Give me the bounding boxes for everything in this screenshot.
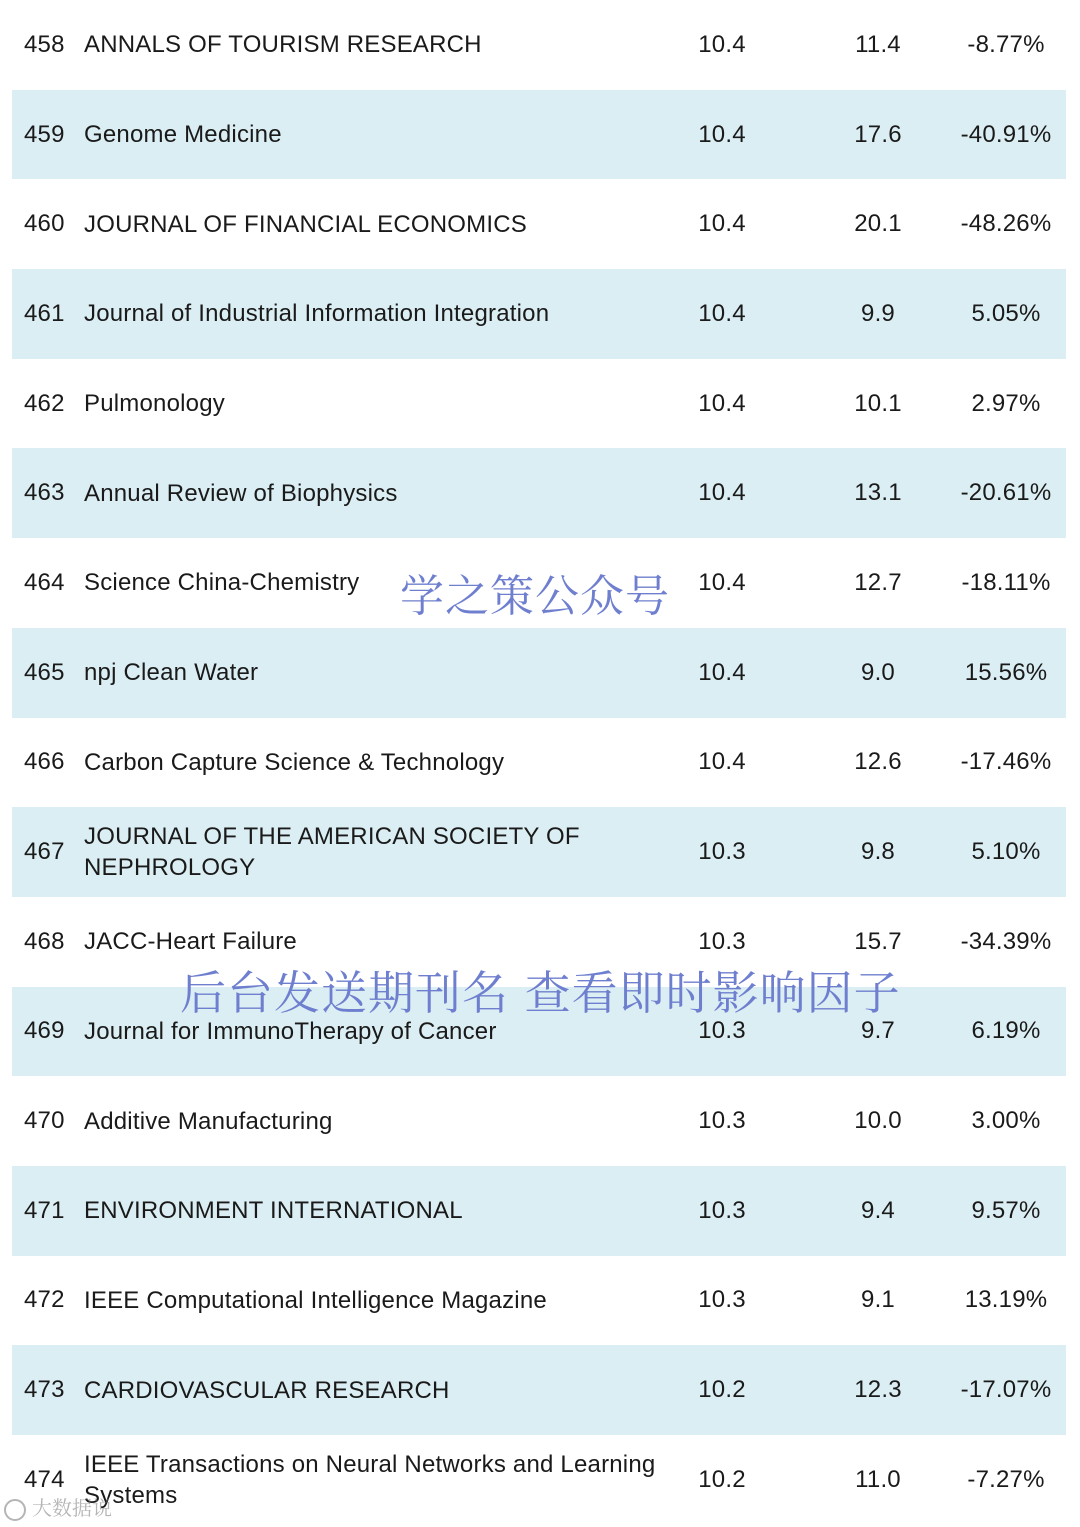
impact-factor-cell: 10.3 [698, 1196, 746, 1224]
journal-name-cell: Genome Medicine [84, 121, 282, 149]
corner-watermark [4, 1492, 112, 1521]
journal-name-cell: CARDIOVASCULAR RESEARCH [84, 1376, 450, 1404]
impact-factor-cell: 10.2 [698, 1465, 746, 1493]
rank-cell: 471 [24, 1196, 65, 1224]
previous-impact-factor-cell: 10.0 [854, 1107, 902, 1135]
rank-cell: 459 [24, 120, 65, 148]
impact-factor-cell: 10.3 [698, 927, 746, 955]
table-row [12, 269, 1066, 359]
previous-impact-factor-cell: 20.1 [854, 210, 902, 238]
journal-name-cell: Annual Review of Biophysics [84, 479, 398, 507]
journal-table [12, 0, 1066, 1525]
account-watermark: 学之策公众号 [400, 571, 670, 622]
table-row [12, 1076, 1066, 1166]
rank-cell: 466 [24, 748, 65, 776]
change-percent-cell: 2.97% [971, 389, 1041, 417]
change-percent-cell: 15.56% [964, 658, 1048, 686]
journal-name-cell: Science China-Chemistry [84, 569, 360, 597]
journal-name-cell: ANNALS OF TOURISM RESEARCH [84, 31, 482, 59]
rank-cell: 463 [24, 479, 65, 507]
table-row [12, 628, 1066, 718]
weibo-logo-icon [4, 1499, 26, 1521]
table-row [12, 359, 1066, 449]
change-percent-cell: -20.61% [960, 479, 1052, 507]
rank-cell: 474 [24, 1465, 65, 1493]
table-row [12, 90, 1066, 180]
impact-factor-cell: 10.4 [698, 389, 746, 417]
impact-factor-cell: 10.3 [698, 838, 746, 866]
impact-factor-cell: 10.4 [698, 568, 746, 596]
rank-cell: 467 [24, 838, 65, 866]
change-percent-cell: -17.46% [960, 748, 1052, 776]
table-row [12, 0, 1066, 90]
journal-name-cell: npj Clean Water [84, 659, 259, 687]
instruction-watermark: 后台发送期刊名 查看即时影响因子 [180, 966, 901, 1020]
table-row [12, 179, 1066, 269]
impact-factor-cell: 10.4 [698, 748, 746, 776]
journal-name-cell: JOURNAL OF FINANCIAL ECONOMICS [84, 210, 527, 238]
journal-name-cell: Carbon Capture Science & Technology [84, 748, 505, 776]
change-percent-cell: 5.10% [971, 838, 1041, 866]
impact-factor-cell: 10.2 [698, 1376, 746, 1404]
rank-cell: 469 [24, 1017, 65, 1045]
change-percent-cell: -18.11% [961, 568, 1051, 596]
impact-factor-cell: 10.4 [698, 479, 746, 507]
corner-watermark-text: 大数据说 [32, 1496, 112, 1520]
previous-impact-factor-cell: 9.9 [861, 299, 895, 327]
change-percent-cell: 9.57% [971, 1196, 1041, 1224]
rank-cell: 465 [24, 658, 65, 686]
rank-cell: 458 [24, 30, 65, 58]
previous-impact-factor-cell: 12.7 [854, 568, 902, 596]
impact-factor-cell: 10.4 [698, 658, 746, 686]
rank-cell: 468 [24, 927, 65, 955]
impact-factor-cell: 10.3 [698, 1017, 746, 1045]
journal-name-cell: IEEE Transactions on Neural Networks and Learning Systems [84, 1450, 656, 1509]
change-percent-cell: -7.27% [967, 1465, 1045, 1493]
rank-cell: 464 [24, 568, 65, 596]
previous-impact-factor-cell: 13.1 [854, 479, 902, 507]
impact-factor-cell: 10.3 [698, 1286, 746, 1314]
table-row [12, 1166, 1066, 1256]
rank-cell: 462 [24, 389, 65, 417]
previous-impact-factor-cell: 12.3 [854, 1376, 902, 1404]
previous-impact-factor-cell: 11.0 [855, 1465, 901, 1493]
rank-cell: 470 [24, 1107, 65, 1135]
table-row [12, 1256, 1066, 1346]
impact-factor-cell: 10.4 [698, 210, 746, 238]
previous-impact-factor-cell: 12.6 [854, 748, 902, 776]
change-percent-cell: 3.00% [971, 1107, 1041, 1135]
change-percent-cell: 13.19% [964, 1286, 1048, 1314]
previous-impact-factor-cell: 9.8 [861, 838, 895, 866]
journal-name-cell: JACC-Heart Failure [84, 928, 297, 956]
impact-factor-cell: 10.4 [698, 299, 746, 327]
previous-impact-factor-cell: 9.4 [861, 1196, 895, 1224]
rank-cell: 461 [24, 299, 65, 327]
table-row [12, 718, 1066, 808]
previous-impact-factor-cell: 9.1 [861, 1286, 895, 1314]
previous-impact-factor-cell: 15.7 [854, 927, 902, 955]
impact-factor-cell: 10.4 [698, 30, 746, 58]
change-percent-cell: 6.19% [971, 1017, 1041, 1045]
impact-factor-cell: 10.4 [698, 120, 746, 148]
journal-name-cell: Journal for ImmunoTherapy of Cancer [84, 1017, 497, 1045]
change-percent-cell: -17.07% [960, 1376, 1052, 1404]
table-row [12, 807, 1066, 897]
change-percent-cell: -8.77% [967, 30, 1045, 58]
change-percent-cell: -34.39% [960, 927, 1052, 955]
journal-name-cell: Pulmonology [84, 390, 225, 418]
journal-name-cell: Additive Manufacturing [84, 1107, 333, 1135]
previous-impact-factor-cell: 17.6 [854, 120, 902, 148]
rank-cell: 473 [24, 1376, 65, 1404]
journal-name-cell: IEEE Computational Intelligence Magazine [84, 1286, 547, 1314]
previous-impact-factor-cell: 11.4 [855, 30, 901, 58]
change-percent-cell: 5.05% [971, 299, 1041, 327]
table-row [12, 448, 1066, 538]
journal-name-cell: Journal of Industrial Information Integration [84, 300, 550, 328]
change-percent-cell: -48.26% [960, 210, 1052, 238]
rank-cell: 460 [24, 210, 65, 238]
rank-cell: 472 [24, 1286, 65, 1314]
previous-impact-factor-cell: 10.1 [854, 389, 902, 417]
previous-impact-factor-cell: 9.0 [861, 658, 895, 686]
table-row [12, 1345, 1066, 1435]
change-percent-cell: -40.91% [960, 120, 1052, 148]
impact-factor-cell: 10.3 [698, 1107, 746, 1135]
previous-impact-factor-cell: 9.7 [861, 1017, 895, 1045]
table-row [12, 1435, 1066, 1525]
journal-name-cell: JOURNAL OF THE AMERICAN SOCIETY OF NEPHROLOGY [84, 823, 580, 882]
journal-name-cell: ENVIRONMENT INTERNATIONAL [84, 1197, 463, 1225]
